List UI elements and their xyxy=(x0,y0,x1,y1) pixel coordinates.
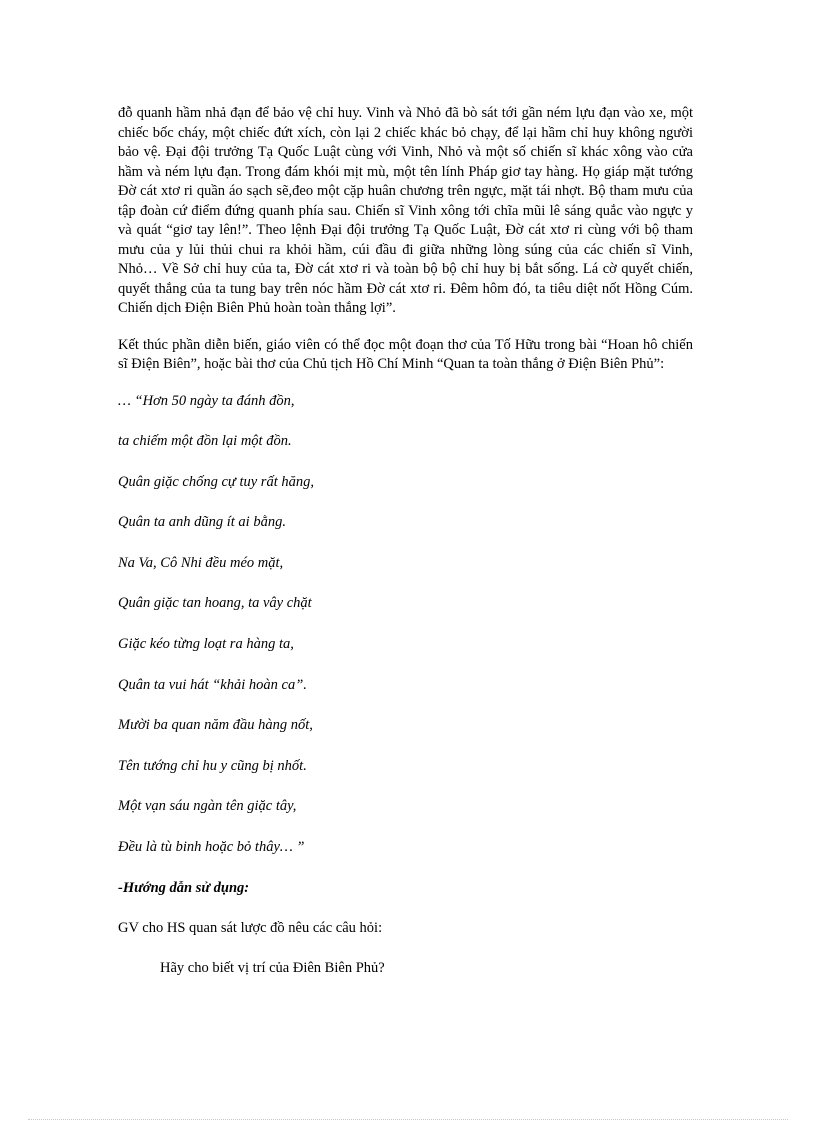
usage-guide-instruction: GV cho HS quan sát lược đồ nêu các câu hỏi: xyxy=(118,919,383,936)
poem-line: Quân giặc tan hoang, ta vây chặt xyxy=(118,595,312,612)
document-page xyxy=(118,104,693,978)
poem-block xyxy=(118,392,693,879)
poem-line: Quân ta anh dũng ít ai bằng. xyxy=(118,514,286,531)
poem-line: Quân giặc chống cự tuy rất hăng, xyxy=(118,473,314,490)
poem-line: … “Hơn 50 ngày ta đánh đồn, xyxy=(118,392,295,409)
intro-paragraph: Kết thúc phần diễn biến, giáo viên có thể đọc một đoạn thơ của Tố Hữu trong bài “Hoan hô chiến sĩ Điện Biên”, hoặc bài thơ của Chủ tịch Hồ Chí Minh “Quan ta toàn thắng ở Điện Biên Phủ”: xyxy=(118,336,693,372)
usage-guide-question: Hãy cho biết vị trí của Điên Biên Phủ? xyxy=(160,959,385,976)
narrative-paragraph: đỗ quanh hầm nhả đạn để bảo vệ chỉ huy. Vinh và Nhỏ đã bò sát tới gần ném lựu đạn vào xe, một chiếc bốc cháy, một chiếc đứt xích, còn lại 2 chiếc khác bỏ chạy, để lại hầm chỉ huy không người bảo vệ. Đại đội trưởng Tạ Quốc Luật cùng với Vinh, Nhỏ và một số chiến sĩ khác xông vào cửa hầm và ném lựu đạn. Trong đám khói mịt mù, một tên lính Pháp giơ tay hàng. Họ giáp mặt tướng Đờ cát xtơ ri quần áo sạch sẽ,đeo một cặp huân chương trên ngực, mặt tái nhợt. Bộ tham mưu của tập đoàn cứ điểm đứng quanh phía sau. Chiến sĩ Vinh xông tới chĩa mũi lê sáng quắc vào ngực y và quát “giơ tay lên!”. Theo lệnh Đại đội trưởng Tạ Quốc Luật, Đờ cát xtơ ri cùng với bộ tham mưu của y lủi thủi chui ra khỏi hầm, cúi đầu đi giữa những lòng súng của các chiến sĩ Vinh, Nhỏ… Về Sở chỉ huy của ta, Đờ cát xtơ ri và toàn bộ bộ chỉ huy bị bắt sống. Lá cờ quyết chiến, quyết thắng của ta tung bay trên nóc hầm Đờ cát xtơ ri. Đêm hôm đó, ta tiêu diệt nốt Hồng Cúm. Chiến dịch Điện Biên Phủ hoàn toàn thắng lợi”. xyxy=(118,105,693,316)
poem-line: Mười ba quan năm đầu hàng nốt, xyxy=(118,717,313,734)
poem-line: Na Va, Cô Nhi đều méo mặt, xyxy=(118,554,284,571)
usage-guide-heading: -Hướng dẫn sử dụng: xyxy=(118,879,250,896)
page-bottom-rule xyxy=(28,1119,788,1120)
poem-line: ta chiếm một đồn lại một đồn. xyxy=(118,433,292,450)
poem-line: Tên tướng chỉ hu y cũng bị nhốt. xyxy=(118,757,307,774)
poem-line: Giặc kéo từng loạt ra hàng ta, xyxy=(118,636,294,653)
paragraph-spacer xyxy=(118,375,693,392)
paragraph-spacer xyxy=(118,319,693,336)
poem-line: Quân ta vui hát “khải hoàn ca”. xyxy=(118,676,307,693)
poem-line: Đều là tù binh hoặc bỏ thây… ” xyxy=(118,839,305,856)
poem-line: Một vạn sáu ngàn tên giặc tây, xyxy=(118,798,297,815)
